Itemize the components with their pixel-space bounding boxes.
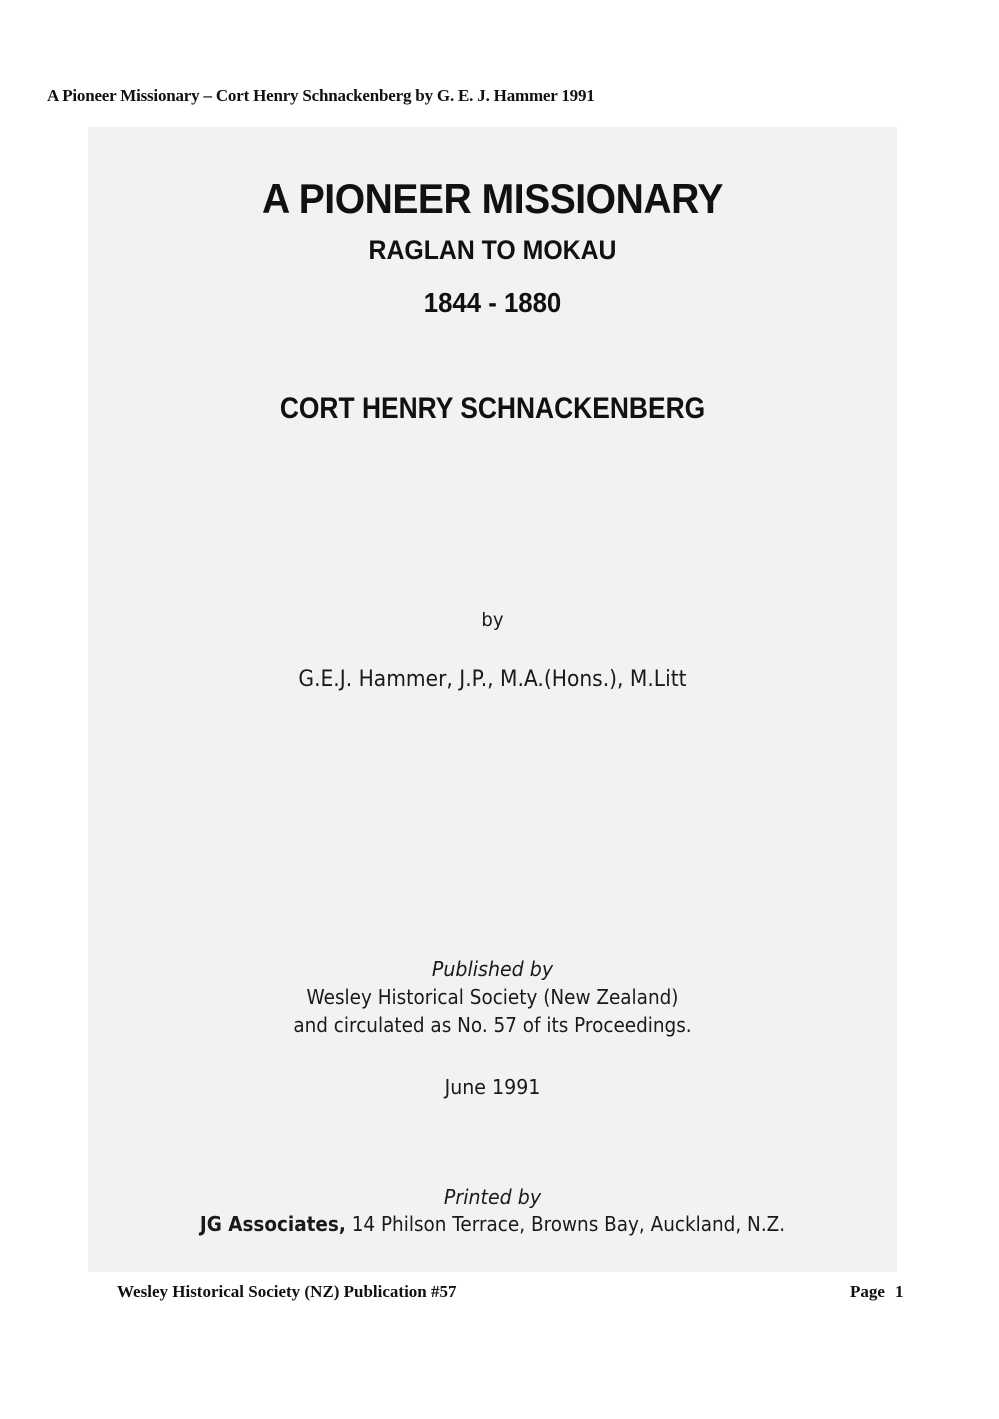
page-number: 1 <box>894 1282 904 1301</box>
page-label: Page <box>850 1282 885 1301</box>
printed-by-label: Printed by <box>443 1185 542 1209</box>
running-header: A Pioneer Missionary – Cort Henry Schnackenberg by G. E. J. Hammer 1991 <box>47 86 595 105</box>
footer-page <box>850 1282 903 1302</box>
printer-line <box>120 1212 864 1236</box>
published-by-label: Published by <box>431 957 554 981</box>
book-years: 1844 - 1880 <box>423 287 562 318</box>
scanned-title-page <box>88 127 897 1272</box>
publication-date: June 1991 <box>444 1075 541 1099</box>
publisher-line-1: Wesley Historical Society (New Zealand) <box>306 985 679 1009</box>
printer-address: 14 Philson Terrace, Browns Bay, Auckland, N.Z. <box>345 1212 786 1236</box>
publisher-line-2: and circulated as No. 57 of its Proceedings. <box>293 1013 692 1037</box>
book-subtitle: RAGLAN TO MOKAU <box>368 235 617 265</box>
footer-publication: Wesley Historical Society (NZ) Publication #57 <box>117 1282 457 1301</box>
printer-name: JG Associates, <box>199 1212 346 1236</box>
book-subject: CORT HENRY SCHNACKENBERG <box>279 392 706 425</box>
author-credit: G.E.J. Hammer, J.P., M.A.(Hons.), M.Litt <box>298 667 687 692</box>
book-title: A PIONEER MISSIONARY <box>262 175 723 222</box>
by-label: by <box>481 609 504 631</box>
